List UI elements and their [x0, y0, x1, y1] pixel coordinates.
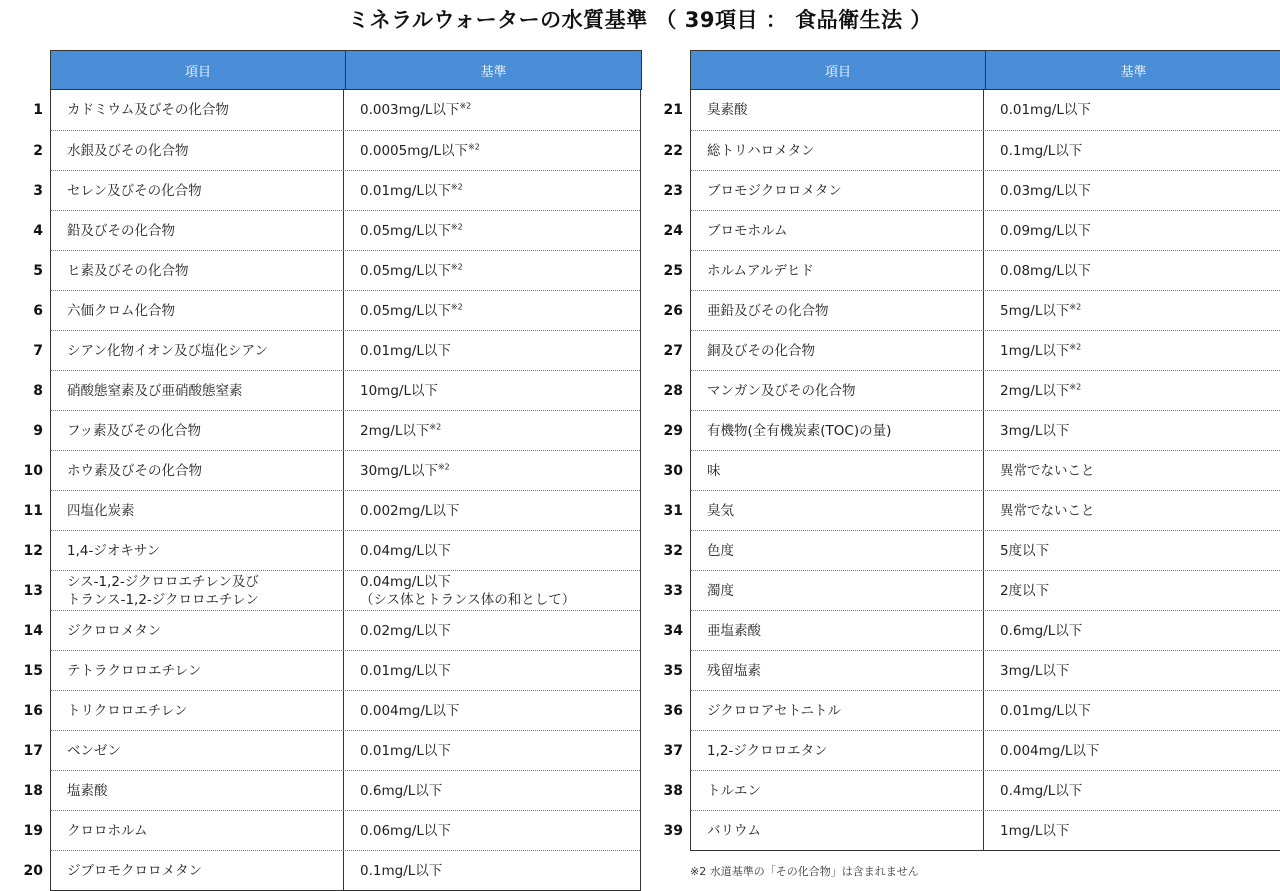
standard-text: 0.01mg/L以下: [1000, 102, 1091, 118]
footnote-mark: ※2: [450, 222, 463, 231]
row-number: 36: [663, 702, 683, 719]
table-row: [33, 330, 640, 370]
row-number: 28: [663, 382, 683, 399]
item-cell: [691, 771, 984, 810]
table-row: [23, 570, 640, 610]
row-number: 34: [663, 622, 683, 639]
table-row: [23, 810, 640, 850]
table-row: [663, 410, 1280, 450]
item-cell: [51, 571, 344, 610]
standard-cell: [344, 90, 640, 130]
standard-cell: [344, 731, 640, 770]
row-number: 22: [663, 142, 683, 159]
standard-text: 5mg/L以下: [1000, 302, 1070, 319]
row-number: 12: [23, 542, 43, 559]
row-number: 29: [663, 422, 683, 439]
row-number: 2: [33, 142, 43, 159]
standard-cell: [344, 211, 640, 250]
item-text: 濁度: [707, 582, 734, 599]
item-cell: [51, 90, 344, 130]
page-title: ミネラルウォーターの水質基準 （ 39項目 ： 食品衛生法 ）: [348, 8, 932, 32]
standard-text: 0.02mg/L以下: [360, 622, 451, 639]
footnote-mark: ※2: [429, 422, 442, 431]
table-row: [23, 730, 640, 770]
table-header: [650, 50, 1280, 90]
footnote-mark: ※2: [450, 302, 463, 311]
item-cell: [691, 611, 984, 650]
standard-cell: [984, 211, 1280, 250]
right-table: [650, 50, 1280, 851]
header-item: 項目: [691, 51, 986, 89]
standard-text: 3mg/L以下: [1000, 662, 1070, 679]
row-number: 35: [663, 662, 683, 679]
standard-text: 0.1mg/L以下: [1000, 142, 1083, 159]
table-row: [23, 610, 640, 650]
standard-cell: [984, 811, 1280, 850]
item-cell: [51, 531, 344, 570]
standard-text: 0.03mg/L以下: [1000, 182, 1091, 199]
table-row: [23, 450, 640, 490]
item-text: ジクロロアセトニトル: [707, 702, 842, 719]
table-row: [33, 370, 640, 410]
item-cell: [691, 651, 984, 690]
header-standard: 基準: [1120, 64, 1147, 80]
item-text: セレン及びその化合物: [67, 182, 202, 199]
item-text: テトラクロロエチレン: [67, 662, 202, 679]
row-number: 18: [23, 782, 43, 799]
row-number: 24: [663, 222, 683, 239]
standard-cell: [344, 131, 640, 170]
row-number: 16: [23, 702, 43, 719]
item-cell: [51, 811, 344, 850]
standard-text: 0.002mg/L以下: [360, 502, 460, 519]
standard-cell: [344, 171, 640, 210]
standard-cell: [984, 491, 1280, 530]
row-number: 25: [663, 262, 683, 279]
item-text: シアン化物イオン及び塩化シアン: [67, 342, 269, 359]
standard-cell: [344, 331, 640, 370]
item-text: ヒ素及びその化合物: [67, 262, 189, 279]
item-text: トルエン: [707, 782, 761, 799]
item-text: ブロモホルム: [707, 222, 788, 239]
item-cell: [691, 291, 984, 330]
item-text: ホルムアルデヒド: [707, 262, 814, 279]
standard-cell: [984, 451, 1280, 490]
item-cell: [51, 451, 344, 490]
standard-cell: [984, 171, 1280, 210]
table-row: [663, 90, 1280, 130]
row-number: 23: [663, 182, 683, 199]
table-row: [23, 530, 640, 570]
standard-text: 0.1mg/L以下: [360, 862, 443, 879]
standard-cell: [344, 291, 640, 330]
row-number: 9: [33, 422, 43, 439]
standard-text: 10mg/L以下: [360, 382, 438, 399]
footnote-mark: ※2: [437, 462, 450, 471]
standard-cell: [984, 251, 1280, 290]
item-text: 有機物(全有機炭素(TOC)の量): [707, 422, 892, 439]
row-number: 30: [663, 462, 683, 479]
item-cell: [51, 131, 344, 170]
standard-cell: [344, 851, 640, 890]
table-row: [663, 570, 1280, 610]
row-number: 15: [23, 662, 43, 679]
standard-text: 0.01mg/L以下: [360, 182, 451, 199]
row-number: 5: [33, 262, 43, 279]
item-cell: [51, 651, 344, 690]
item-text: 総トリハロメタン: [707, 142, 815, 159]
item-text: 臭素酸: [707, 102, 748, 118]
standard-cell: [344, 411, 640, 450]
item-cell: [691, 331, 984, 370]
table-row: [663, 650, 1280, 690]
item-cell: [51, 611, 344, 650]
standard-cell: [344, 371, 640, 410]
footnote-mark: ※2: [459, 101, 472, 111]
item-text: マンガン及びその化合物: [707, 382, 856, 399]
item-text: 四塩化炭素: [67, 502, 135, 519]
item-text: クロロホルム: [67, 822, 148, 839]
standard-text: 30mg/L以下: [360, 462, 438, 479]
standard-text: 0.01mg/L以下: [360, 662, 451, 679]
standard-cell: [344, 691, 640, 730]
row-number: 20: [23, 862, 43, 879]
item-cell: [691, 571, 984, 610]
standard-text: 0.01mg/L以下: [360, 742, 451, 759]
standard-text: 0.05mg/L以下: [360, 262, 451, 279]
item-cell: [51, 491, 344, 530]
item-cell: [51, 171, 344, 210]
table-row: [663, 690, 1280, 730]
standard-cell: [344, 251, 640, 290]
item-text: 1,2-ジクロロエタン: [707, 742, 828, 759]
table-row: [23, 690, 640, 730]
row-number: 14: [23, 622, 43, 639]
standard-text: 2度以下: [1000, 582, 1050, 599]
standard-text: 1mg/L以下: [1000, 342, 1070, 359]
row-number: 39: [663, 822, 683, 839]
standard-cell: [344, 451, 640, 490]
standard-text: 異常でないこと: [1000, 502, 1095, 519]
item-cell: [691, 731, 984, 770]
standard-cell: [984, 691, 1280, 730]
item-text: カドミウム及びその化合物: [67, 102, 229, 118]
standard-cell: [984, 531, 1280, 570]
table-row: [663, 250, 1280, 290]
item-text: 1,4-ジオキサン: [67, 542, 161, 559]
row-number: 8: [33, 382, 43, 399]
standard-text: 0.08mg/L以下: [1000, 262, 1091, 279]
standard-text: 0.09mg/L以下: [1000, 222, 1091, 239]
table-row: [663, 370, 1280, 410]
item-cell: [691, 211, 984, 250]
item-cell: [691, 531, 984, 570]
table-row: [663, 730, 1280, 770]
table-row: [23, 650, 640, 690]
item-text: 亜塩素酸: [707, 622, 761, 639]
item-text: ブロモジクロロメタン: [707, 182, 842, 199]
row-number: 37: [663, 742, 683, 759]
item-cell: [691, 411, 984, 450]
header-item: 項目: [51, 51, 346, 89]
footnote: ※2 水道基準の「その化合物」は含まれません: [690, 865, 919, 878]
standard-text: 2mg/L以下: [360, 422, 430, 439]
item-cell: [691, 491, 984, 530]
item-text: 色度: [707, 542, 734, 559]
table-row: [663, 290, 1280, 330]
table-row: [23, 490, 640, 530]
table-row: [663, 130, 1280, 170]
row-number: 32: [663, 542, 683, 559]
item-cell: [691, 90, 984, 130]
item-cell: [51, 291, 344, 330]
item-cell: [691, 451, 984, 490]
standard-text: 0.003mg/L以下: [360, 102, 460, 118]
row-number: 38: [663, 782, 683, 799]
table-row: [663, 450, 1280, 490]
table-row: [663, 810, 1280, 850]
row-number: 3: [33, 182, 43, 199]
standard-text: 1mg/L以下: [1000, 822, 1070, 839]
item-cell: [691, 251, 984, 290]
item-text: バリウム: [707, 822, 761, 839]
table-row: [663, 530, 1280, 570]
standard-cell: [344, 651, 640, 690]
standard-cell: [984, 331, 1280, 370]
standard-text: 0.004mg/L以下: [1000, 742, 1100, 759]
item-line: シス-1,2-ジクロロエチレン及び: [67, 573, 259, 590]
row-number: 4: [33, 222, 43, 239]
standard-cell: [984, 90, 1280, 130]
standard-text: 0.05mg/L以下: [360, 302, 451, 319]
table-row: [23, 770, 640, 810]
standard-text: 0.01mg/L以下: [1000, 702, 1091, 719]
item-cell: [51, 371, 344, 410]
item-text: ジブロモクロロメタン: [67, 862, 202, 879]
standard-cell: [984, 651, 1280, 690]
item-text: ジクロロメタン: [67, 622, 162, 639]
item-cell: [51, 331, 344, 370]
item-text: 六価クロム化合物: [67, 302, 175, 319]
standard-cell: [984, 291, 1280, 330]
standard-text: 0.06mg/L以下: [360, 822, 451, 839]
standard-cell: [344, 491, 640, 530]
item-text: 亜鉛及びその化合物: [707, 302, 829, 319]
standard-text: 0.04mg/L以下: [360, 542, 451, 559]
standard-text: 0.01mg/L以下: [360, 342, 451, 359]
standard-cell: [984, 611, 1280, 650]
footnote-mark: ※2: [1069, 342, 1082, 351]
footnote-mark: ※2: [450, 182, 463, 191]
standard-text: 0.0005mg/L以下: [360, 142, 469, 159]
standard-text: 3mg/L以下: [1000, 422, 1070, 439]
standard-cell: [344, 771, 640, 810]
item-cell: [691, 171, 984, 210]
table-row: [33, 90, 640, 130]
footnote-mark: ※2: [1069, 382, 1082, 391]
item-text: 塩素酸: [67, 782, 108, 799]
standard-text: 0.6mg/L以下: [1000, 622, 1083, 639]
table-row: [33, 130, 640, 170]
item-cell: [51, 251, 344, 290]
standard-cell: [984, 731, 1280, 770]
standard-cell: [344, 571, 640, 610]
footnote-mark: ※2: [1069, 302, 1082, 311]
right-rows: [663, 90, 1280, 851]
standard-cell: [344, 531, 640, 570]
table-row: [663, 610, 1280, 650]
row-number: 17: [23, 742, 43, 759]
standard-cell: [344, 611, 640, 650]
item-cell: [691, 131, 984, 170]
item-cell: [691, 811, 984, 850]
item-text: トリクロロエチレン: [67, 702, 188, 719]
item-cell: [691, 691, 984, 730]
row-number: 7: [33, 342, 43, 359]
standard-cell: [984, 771, 1280, 810]
standard-text: 異常でないこと: [1000, 462, 1095, 479]
item-cell: [51, 771, 344, 810]
table-row: [33, 290, 640, 330]
row-number: 1: [33, 102, 43, 118]
item-text: ホウ素及びその化合物: [67, 462, 202, 479]
standard-cell: [984, 411, 1280, 450]
item-cell: [51, 211, 344, 250]
item-cell: [51, 731, 344, 770]
footnote-mark: ※2: [468, 142, 480, 151]
item-cell: [51, 691, 344, 730]
table-row: [33, 410, 640, 450]
item-text: ベンゼン: [67, 742, 121, 759]
left-rows: [23, 90, 641, 891]
item-cell: [691, 371, 984, 410]
standard-text: 0.05mg/L以下: [360, 222, 451, 239]
item-text: 味: [707, 462, 721, 479]
item-text: 残留塩素: [707, 662, 761, 679]
row-number: 21: [663, 102, 683, 118]
standard-text: 0.04mg/L以下: [360, 573, 451, 590]
row-number: 31: [663, 502, 683, 519]
left-table: [0, 50, 642, 891]
item-text: 鉛及びその化合物: [67, 222, 175, 239]
standard-cell: [984, 131, 1280, 170]
table-row: [33, 170, 640, 210]
standard-cell: [984, 571, 1280, 610]
row-number: 19: [23, 822, 43, 839]
row-number: 10: [23, 462, 43, 479]
row-number: 33: [663, 582, 683, 599]
item-text: 臭気: [707, 502, 734, 519]
header-standard: 基準: [480, 64, 507, 80]
standard-note: （シス体とトランス体の和として）: [360, 591, 576, 608]
item-text: 銅及びその化合物: [707, 342, 815, 359]
table-row: [663, 770, 1280, 810]
standard-text: 0.4mg/L以下: [1000, 782, 1083, 799]
item-cell: [51, 411, 344, 450]
table-header: [0, 50, 642, 90]
table-row: [33, 210, 640, 250]
item-text: 硝酸態窒素及び亜硝酸態窒素: [67, 382, 243, 399]
standard-text: 5度以下: [1000, 542, 1050, 559]
standard-cell: [984, 371, 1280, 410]
table-row: [663, 490, 1280, 530]
table-row: [23, 850, 640, 890]
table-row: [663, 210, 1280, 250]
item-cell: [51, 851, 344, 890]
row-number: 6: [33, 302, 43, 319]
standard-text: 2mg/L以下: [1000, 382, 1070, 399]
row-number: 27: [663, 342, 683, 359]
standard-text: 0.6mg/L以下: [360, 782, 443, 799]
item-text: 水銀及びその化合物: [67, 142, 189, 159]
standard-cell: [344, 811, 640, 850]
table-row: [33, 250, 640, 290]
row-number: 26: [663, 302, 683, 319]
standard-text: 0.004mg/L以下: [360, 702, 460, 719]
item-text: フッ素及びその化合物: [67, 422, 202, 439]
footnote-mark: ※2: [450, 262, 463, 271]
table-row: [663, 330, 1280, 370]
table-row: [663, 170, 1280, 210]
item-line: トランス-1,2-ジクロロエチレン: [67, 591, 259, 608]
row-number: 13: [23, 582, 43, 599]
row-number: 11: [23, 502, 43, 519]
